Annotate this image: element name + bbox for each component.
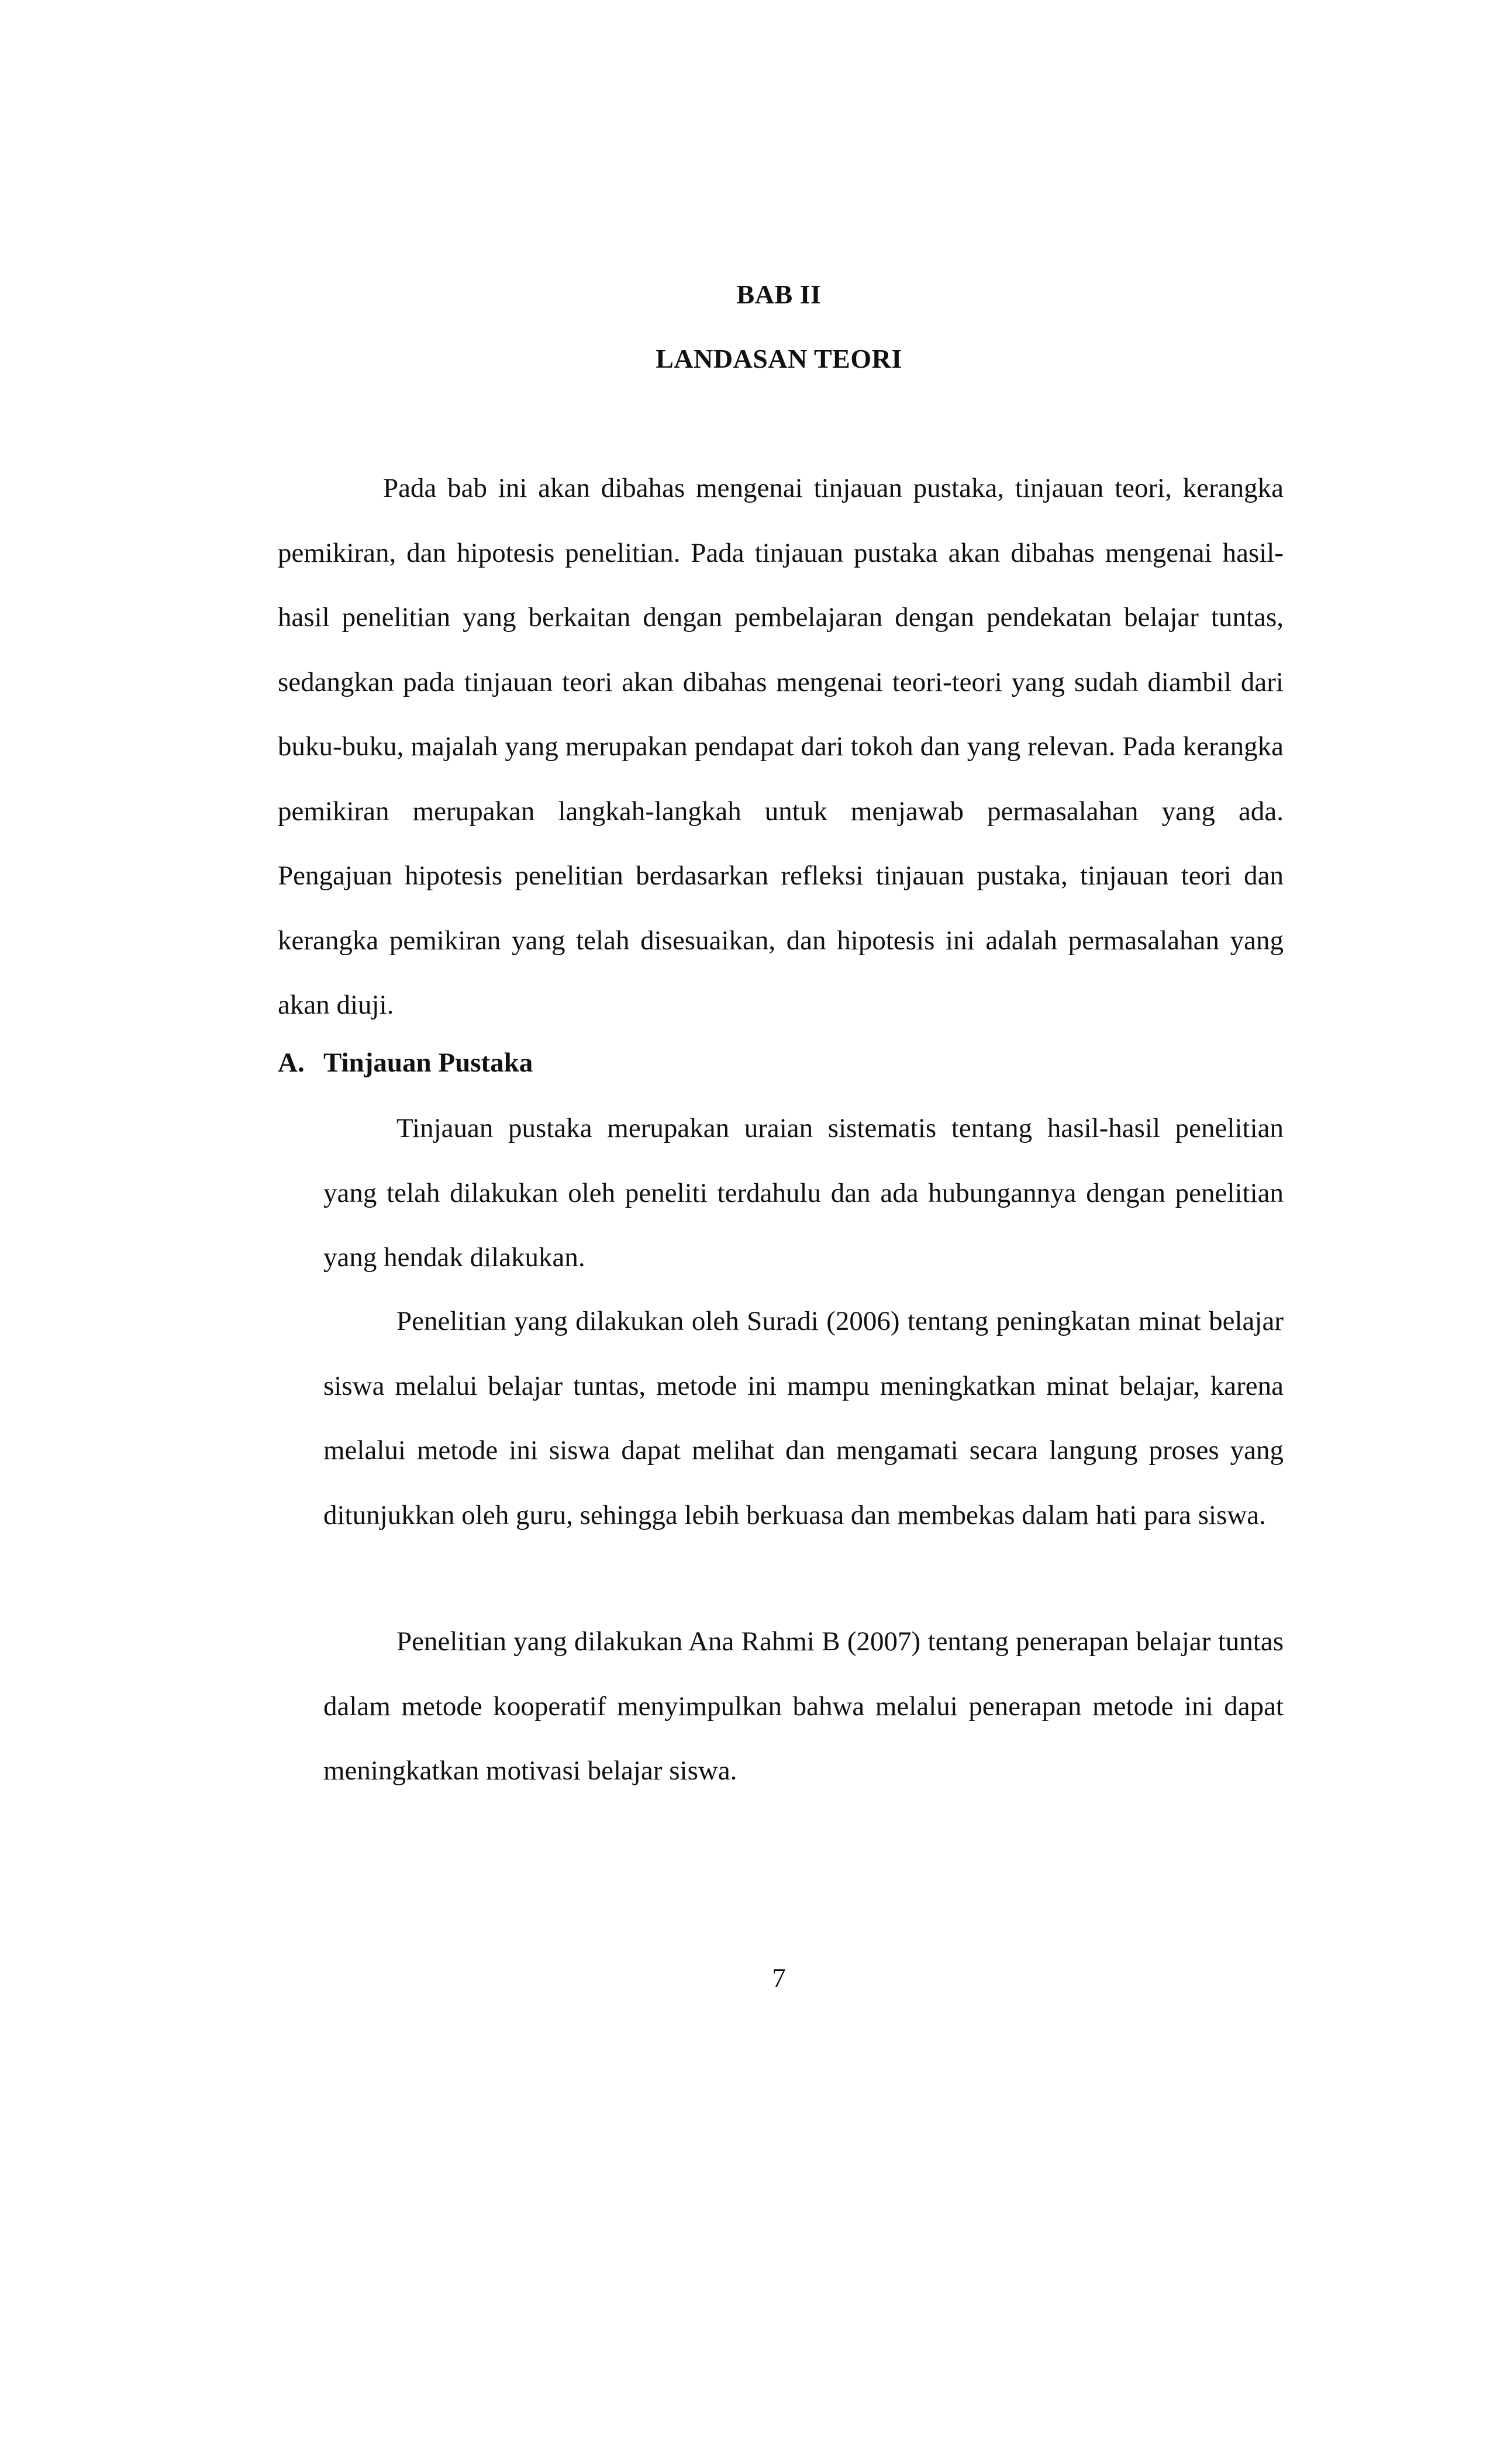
chapter-title: LANDASAN TEORI <box>656 344 902 374</box>
page-number: 7 <box>772 1963 786 1993</box>
section-paragraph-3: Penelitian yang dilakukan Ana Rahmi B (2007) tentang penerapan belajar tuntas dalam metode kooperatif menyimpulkan bahwa melalui penerapan metode ini dapat meningkatkan motivasi belajar siswa. <box>323 1626 1284 1786</box>
section-number: A. <box>278 1048 305 1078</box>
section-title: Tinjauan Pustaka <box>323 1048 533 1078</box>
section-paragraph-2: Penelitian yang dilakukan oleh Suradi (2006) tentang peningkatan minat belajar siswa melalui belajar tuntas, metode ini mampu meningkatkan minat belajar, karena melalui metode ini siswa dapat melihat dan mengamati secara langung proses yang ditunjukkan oleh guru, sehingga lebih berkuasa dan membekas dalam hati para siswa. <box>323 1306 1284 1530</box>
section-heading <box>278 1045 533 1080</box>
chapter-number: BAB II <box>736 279 822 309</box>
intro-paragraph: Pada bab ini akan dibahas mengenai tinjauan pustaka, tinjauan teori, kerangka pemikiran, dan hipotesis penelitian. Pada tinjauan pustaka akan dibahas mengenai hasil-hasil penelitian yang berkaitan dengan pembelajaran dengan pendekatan belajar tuntas, sedangkan pada tinjauan teori akan dibahas mengenai teori-teori yang sudah diambil dari buku-buku, majalah yang merupakan pendapat dari tokoh dan yang relevan. Pada kerangka pemikiran merupakan langkah-langkah untuk menjawab permasalahan yang ada. Pengajuan hipotesis penelitian berdasarkan refleksi tinjauan pustaka, tinjauan teori dan kerangka pemikiran yang telah disesuaikan, dan hipotesis ini adalah permasalahan yang akan diuji. <box>278 473 1284 1020</box>
section-paragraph-1: Tinjauan pustaka merupakan uraian sistematis tentang hasil-hasil penelitian yang telah dilakukan oleh peneliti terdahulu dan ada hubungannya dengan penelitian yang hendak dilakukan. <box>323 1113 1284 1273</box>
